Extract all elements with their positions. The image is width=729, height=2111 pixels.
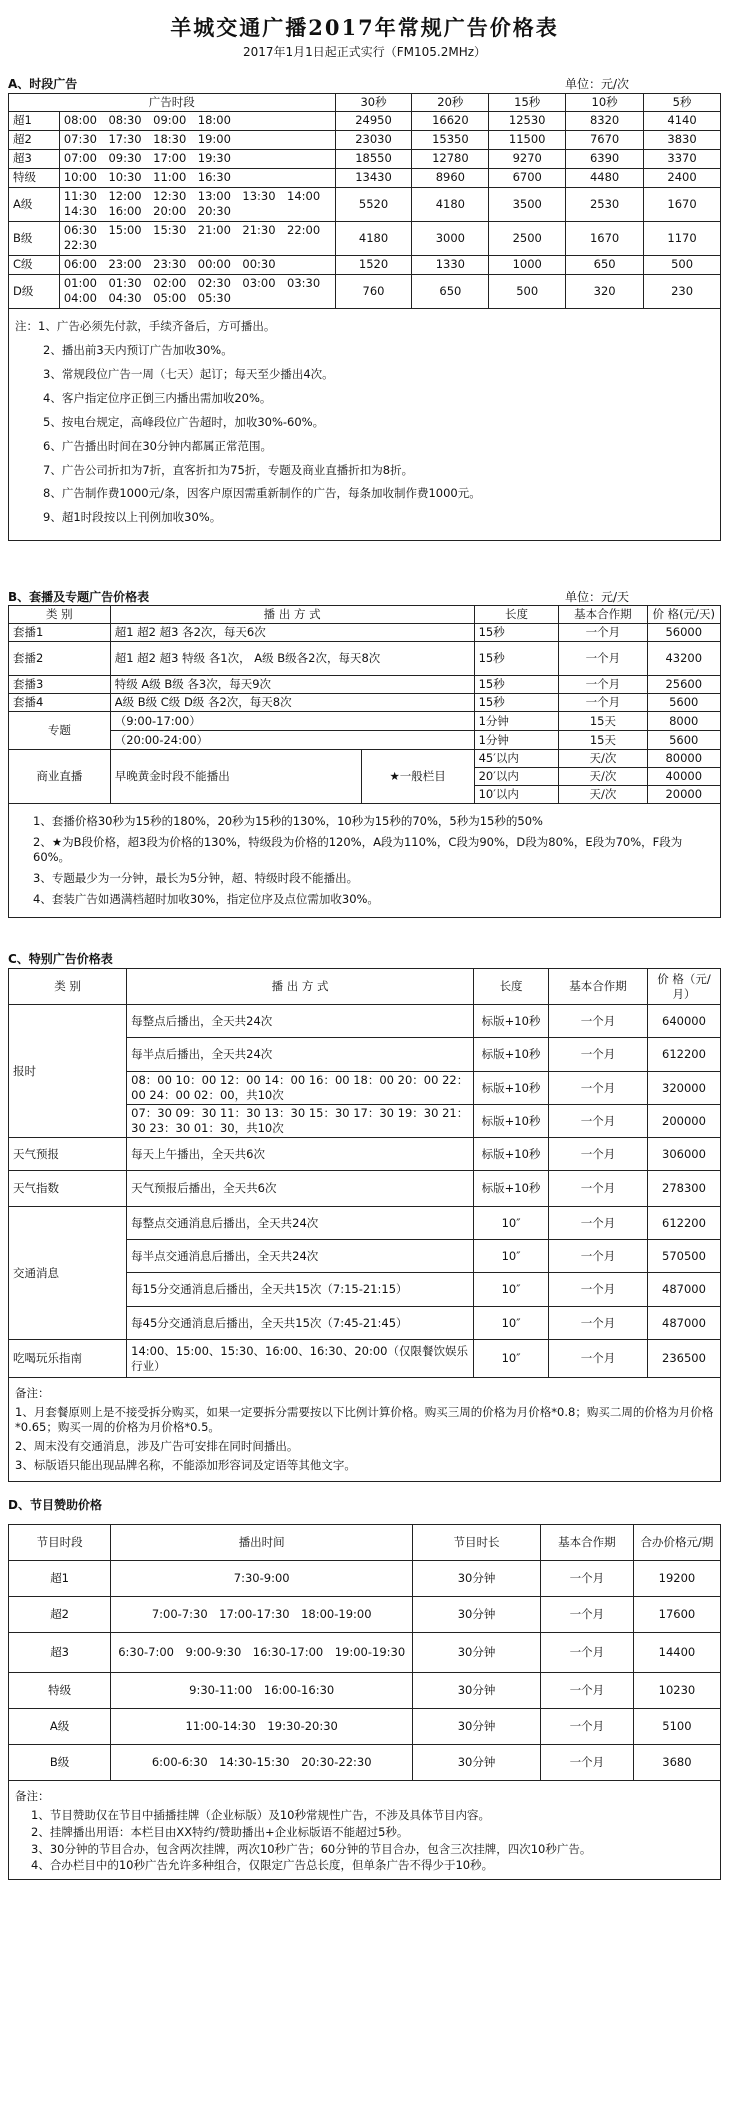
price-cell: 5100 <box>633 1708 720 1744</box>
category-cell: 套播4 <box>9 694 111 712</box>
section-d-table <box>8 1524 721 1781</box>
length-cell: 10″ <box>473 1207 548 1240</box>
time-cell: 9:30-11:00 16:00-16:30 <box>111 1672 413 1708</box>
price-cell: 80000 <box>647 750 721 768</box>
times-cell: 06:30 15:00 15:30 21:00 21:30 22:00 22:30 <box>59 221 335 255</box>
length-cell: 标版+10秒 <box>473 1171 548 1207</box>
price-cell: 1330 <box>412 255 489 274</box>
mode-cell: 超1 超2 超3 特级 各1次， A级 B级各2次，每天8次 <box>110 642 474 676</box>
price-cell: 9270 <box>489 149 566 168</box>
note-line: 3、标版语只能出现品牌名称，不能添加形容词及定语等其他文字。 <box>15 1457 356 1472</box>
col-header: 长度 <box>474 606 559 624</box>
price-cell: 43200 <box>647 642 721 676</box>
category-cell: 报时 <box>9 1005 127 1138</box>
notes-label: 备注： <box>15 1386 50 1401</box>
col-header: 基本合作期 <box>540 1524 633 1560</box>
col-header: 30秒 <box>335 93 412 111</box>
col-header: 节目时长 <box>413 1524 541 1560</box>
note-line: 1、套播价格30秒为15秒的180%，20秒为15秒的130%，10秒为15秒的70%，5秒为15秒的50% <box>33 814 543 829</box>
period-cell: 一个月 <box>549 1240 648 1273</box>
period-cell: 一个月 <box>549 1307 648 1340</box>
mode-cell: 每整点交通消息后播出，全天共24次 <box>127 1207 474 1240</box>
section-a-header <box>8 75 721 93</box>
note-line: 4、套装广告如遇满档超时加收30%，指定位序及点位需加收30%。 <box>33 892 379 907</box>
grade-cell: A级 <box>9 187 60 221</box>
category-cell: 套播1 <box>9 624 111 642</box>
section-c-header-row <box>9 969 721 1005</box>
mode-cell: 14:00、15:00、15:30、16:00、16:30、20:00（仅限餐饮娱乐行业） <box>127 1340 474 1378</box>
category-cell: 套播2 <box>9 642 111 676</box>
col-header: 播 出 方 式 <box>110 606 474 624</box>
mode-cell: （9:00-17:00） <box>110 712 474 731</box>
table-row <box>9 1171 721 1207</box>
section-b-title: B、套播及专题广告价格表 <box>8 589 150 604</box>
length-cell: 标版+10秒 <box>473 1038 548 1072</box>
length-cell: 1分钟 <box>474 731 559 750</box>
price-cell: 15350 <box>412 130 489 149</box>
slot-cell: 特级 <box>9 1672 111 1708</box>
mode-cell: A级 B级 C级 D级 各2次，每天8次 <box>110 694 474 712</box>
table-row <box>9 676 721 694</box>
mode-cell: 08：00 10：00 12：00 14：00 16：00 18：00 20：00 22：00 24：00 02：00，共10次 <box>127 1072 474 1105</box>
price-cell: 6390 <box>566 149 644 168</box>
table-row <box>9 712 721 731</box>
table-row <box>9 1207 721 1240</box>
times-cell: 06:00 23:00 23:30 00:00 00:30 <box>59 255 335 274</box>
price-cell: 4140 <box>644 111 721 130</box>
period-cell: 一个月 <box>559 642 647 676</box>
period-cell: 一个月 <box>549 1072 648 1105</box>
note-line: 3、常规段位广告一周（七天）起订；每天至少播出4次。 <box>43 366 334 381</box>
times-cell: 07:30 17:30 18:30 19:00 <box>59 130 335 149</box>
mode-cell: 每15分交通消息后播出，全天共15次（7:15-21:15） <box>127 1273 474 1307</box>
col-header: 基本合作期 <box>549 969 648 1005</box>
price-cell: 10230 <box>633 1672 720 1708</box>
section-b-unit: 单位：元/天 <box>564 589 629 604</box>
col-header: 节目时段 <box>9 1524 111 1560</box>
price-cell: 8320 <box>566 111 644 130</box>
grade-cell: C级 <box>9 255 60 274</box>
price-cell: 3370 <box>644 149 721 168</box>
section-d-notes <box>8 1781 721 1881</box>
times-cell: 08:00 08:30 09:00 18:00 <box>59 111 335 130</box>
length-cell: 标版+10秒 <box>473 1105 548 1138</box>
price-cell: 12780 <box>412 149 489 168</box>
table-row <box>9 1672 721 1708</box>
table-row <box>9 149 721 168</box>
notes-label: 注： <box>15 318 38 333</box>
length-cell: 15秒 <box>474 624 559 642</box>
length-cell: 20′以内 <box>474 768 559 786</box>
section-a-title: A、时段广告 <box>8 77 78 92</box>
price-cell: 1520 <box>335 255 412 274</box>
mode-cell: 07：30 09：30 11：30 13：30 15：30 17：30 19：30 21：30 23：30 01：30，共10次 <box>127 1105 474 1138</box>
length-cell: 15秒 <box>474 642 559 676</box>
period-cell: 一个月 <box>540 1744 633 1780</box>
mode-cell: 每整点后播出，全天共24次 <box>127 1005 474 1038</box>
section-d-header-row <box>9 1524 721 1560</box>
time-cell: 11:00-14:30 19:30-20:30 <box>111 1708 413 1744</box>
period-cell: 一个月 <box>549 1105 648 1138</box>
price-cell: 20000 <box>647 786 721 804</box>
table-row <box>9 1340 721 1378</box>
period-cell: 一个月 <box>549 1005 648 1038</box>
period-cell: 一个月 <box>549 1340 648 1378</box>
col-header: 价 格（元/月） <box>647 969 720 1005</box>
col-header: 合办价格元/期 <box>633 1524 720 1560</box>
duration-cell: 30分钟 <box>413 1672 541 1708</box>
time-cell: 6:00-6:30 14:30-15:30 20:30-22:30 <box>111 1744 413 1780</box>
section-d-title: D、节目赞助价格 <box>8 1498 102 1513</box>
duration-cell: 30分钟 <box>413 1744 541 1780</box>
price-cell: 6700 <box>489 168 566 187</box>
price-cell: 5600 <box>647 731 721 750</box>
length-cell: 标版+10秒 <box>473 1138 548 1171</box>
category-cell: 吃喝玩乐指南 <box>9 1340 127 1378</box>
table-row <box>9 1560 721 1596</box>
grade-cell: 超3 <box>9 149 60 168</box>
section-c-notes <box>8 1378 721 1482</box>
grade-cell: 特级 <box>9 168 60 187</box>
period-cell: 天/次 <box>559 786 647 804</box>
table-row <box>9 111 721 130</box>
period-cell: 一个月 <box>540 1708 633 1744</box>
price-cell: 306000 <box>647 1138 720 1171</box>
period-cell: 天/次 <box>559 750 647 768</box>
price-cell: 200000 <box>647 1105 720 1138</box>
subtype-cell: ★一般栏目 <box>361 750 474 804</box>
length-cell: 15秒 <box>474 676 559 694</box>
price-cell: 487000 <box>647 1273 720 1307</box>
period-cell: 一个月 <box>549 1171 648 1207</box>
table-row <box>9 1596 721 1632</box>
section-a-notes <box>8 309 721 541</box>
time-cell: 7:30-9:00 <box>111 1560 413 1596</box>
note-line: 2、★为B段价格，超3段为价格的130%，特级段为价格的120%，A段为110%，C段为90%，D段为80%，E段为70%，F段为60%。 <box>33 835 683 865</box>
table-row <box>9 731 721 750</box>
col-header: 长度 <box>473 969 548 1005</box>
mode-cell: 每天上午播出，全天共6次 <box>127 1138 474 1171</box>
table-row <box>9 130 721 149</box>
section-a-table <box>8 93 721 309</box>
section-b-header <box>8 587 721 605</box>
length-cell: 标版+10秒 <box>473 1005 548 1038</box>
category-cell: 商业直播 <box>9 750 111 804</box>
length-cell: 15秒 <box>474 694 559 712</box>
col-header: 类 别 <box>9 969 127 1005</box>
price-cell: 2400 <box>644 168 721 187</box>
price-cell: 2530 <box>566 187 644 221</box>
mode-cell: 超1 超2 超3 各2次，每天6次 <box>110 624 474 642</box>
price-cell: 24950 <box>335 111 412 130</box>
length-cell: 10″ <box>473 1307 548 1340</box>
table-row <box>9 1632 721 1672</box>
note-line: 2、周末没有交通消息，涉及广告可安排在同时间播出。 <box>15 1438 299 1453</box>
price-cell: 4480 <box>566 168 644 187</box>
table-row <box>9 221 721 255</box>
period-cell: 一个月 <box>540 1596 633 1632</box>
grade-cell: D级 <box>9 274 60 308</box>
note-line: 6、广告播出时间在30分钟内都属正常范围。 <box>43 438 272 453</box>
price-cell: 487000 <box>647 1307 720 1340</box>
mode-cell: 早晚黄金时段不能播出 <box>110 750 361 804</box>
period-cell: 一个月 <box>549 1038 648 1072</box>
col-header: 播出时间 <box>111 1524 413 1560</box>
col-header: 20秒 <box>412 93 489 111</box>
price-cell: 612200 <box>647 1207 720 1240</box>
note-line: 4、合办栏目中的10秒广告允许多种组合，仅限定广告总长度，但单条广告不得少于10秒。 <box>31 1858 494 1873</box>
length-cell: 10″ <box>473 1273 548 1307</box>
grade-cell: 超1 <box>9 111 60 130</box>
price-cell: 5520 <box>335 187 412 221</box>
section-b-header-row <box>9 606 721 624</box>
price-cell: 3500 <box>489 187 566 221</box>
price-cell: 278300 <box>647 1171 720 1207</box>
section-b-table <box>8 605 721 804</box>
section-c-table <box>8 968 721 1378</box>
price-cell: 18550 <box>335 149 412 168</box>
slot-cell: 超2 <box>9 1596 111 1632</box>
mode-cell: （20:00-24:00） <box>110 731 474 750</box>
price-cell: 8000 <box>647 712 721 731</box>
price-cell: 640000 <box>647 1005 720 1038</box>
mode-cell: 特级 A级 B级 各3次，每天9次 <box>110 676 474 694</box>
mode-cell: 每半点交通消息后播出，全天共24次 <box>127 1240 474 1273</box>
price-cell: 2500 <box>489 221 566 255</box>
times-cell: 07:00 09:30 17:00 19:30 <box>59 149 335 168</box>
note-line: 4、客户指定位序正倒三内播出需加收20%。 <box>43 390 272 405</box>
mode-cell: 每半点后播出，全天共24次 <box>127 1038 474 1072</box>
col-header: 15秒 <box>489 93 566 111</box>
period-cell: 天/次 <box>559 768 647 786</box>
category-cell: 天气指数 <box>9 1171 127 1207</box>
price-cell: 570500 <box>647 1240 720 1273</box>
col-header: 10秒 <box>566 93 644 111</box>
times-cell: 10:00 10:30 11:00 16:30 <box>59 168 335 187</box>
duration-cell: 30分钟 <box>413 1596 541 1632</box>
price-cell: 17600 <box>633 1596 720 1632</box>
period-cell: 一个月 <box>540 1672 633 1708</box>
category-cell: 天气预报 <box>9 1138 127 1171</box>
table-row <box>9 642 721 676</box>
note-line: 5、按电台规定，高峰段位广告超时，加收30%-60%。 <box>43 414 325 429</box>
table-row <box>9 1138 721 1171</box>
price-cell: 320 <box>566 274 644 308</box>
slot-cell: B级 <box>9 1744 111 1780</box>
price-cell: 760 <box>335 274 412 308</box>
price-cell: 500 <box>644 255 721 274</box>
table-row <box>9 750 721 768</box>
length-cell: 1分钟 <box>474 712 559 731</box>
price-cell: 230 <box>644 274 721 308</box>
period-cell: 15天 <box>559 731 647 750</box>
mode-cell: 天气预报后播出，全天共6次 <box>127 1171 474 1207</box>
col-header: 价 格(元/天) <box>647 606 721 624</box>
price-cell: 14400 <box>633 1632 720 1672</box>
period-cell: 一个月 <box>559 624 647 642</box>
note-text: 1、广告必须先付款，手续齐备后，方可播出。 <box>38 318 276 333</box>
grade-cell: 超2 <box>9 130 60 149</box>
grade-cell: B级 <box>9 221 60 255</box>
slot-cell: A级 <box>9 1708 111 1744</box>
section-b-notes <box>8 804 721 918</box>
note-line: 1、节目赞助仅在节目中插播挂牌（企业标版）及10秒常规性广告，不涉及具体节目内容。 <box>31 1807 490 1822</box>
table-row <box>9 168 721 187</box>
price-cell: 12530 <box>489 111 566 130</box>
note-line: 3、专题最少为一分钟，最长为5分钟，超、特级时段不能播出。 <box>33 871 359 886</box>
price-cell: 1000 <box>489 255 566 274</box>
length-cell: 10″ <box>473 1340 548 1378</box>
category-cell: 套播3 <box>9 676 111 694</box>
price-cell: 1670 <box>566 221 644 255</box>
section-c-title: C、特别广告价格表 <box>8 952 113 967</box>
price-cell: 16620 <box>412 111 489 130</box>
note-line: 1、月套餐原则上是不接受拆分购买，如果一定要拆分需要按以下比例计算价格。购买三周的价格为月价格*0.8；购买二周的价格为月价格*0.65；购买一周的价格为月价格*0.5。 <box>15 1404 714 1434</box>
section-c-header <box>8 950 721 968</box>
period-cell: 一个月 <box>559 694 647 712</box>
time-cell: 7:00-7:30 17:00-17:30 18:00-19:00 <box>111 1596 413 1632</box>
price-cell: 612200 <box>647 1038 720 1072</box>
price-cell: 320000 <box>647 1072 720 1105</box>
price-cell: 40000 <box>647 768 721 786</box>
table-row <box>9 624 721 642</box>
price-cell: 3830 <box>644 130 721 149</box>
slot-cell: 超3 <box>9 1632 111 1672</box>
document-title: 羊城交通广播2017年常规广告价格表 <box>170 15 559 40</box>
price-cell: 13430 <box>335 168 412 187</box>
price-cell: 1670 <box>644 187 721 221</box>
period-cell: 一个月 <box>540 1560 633 1596</box>
price-cell: 4180 <box>335 221 412 255</box>
period-cell: 一个月 <box>549 1207 648 1240</box>
price-cell: 25600 <box>647 676 721 694</box>
table-row <box>9 1744 721 1780</box>
price-cell: 236500 <box>647 1340 720 1378</box>
times-cell: 11:30 12:00 12:30 13:00 13:30 14:00 14:30 16:00 20:00 20:30 <box>59 187 335 221</box>
note-line: 9、超1时段按以上刊例加收30%。 <box>43 510 222 525</box>
col-header: 类 别 <box>9 606 111 624</box>
price-cell: 23030 <box>335 130 412 149</box>
time-cell: 6:30-7:00 9:00-9:30 16:30-17:00 19:00-19:30 <box>111 1632 413 1672</box>
period-cell: 一个月 <box>559 676 647 694</box>
length-cell: 10′以内 <box>474 786 559 804</box>
note-line: 7、广告公司折扣为7折，直客折扣为75折，专题及商业直播折扣为8折。 <box>43 462 414 477</box>
table-row <box>9 187 721 221</box>
price-cell: 5600 <box>647 694 721 712</box>
note-line: 2、挂牌播出用语：本栏目由XX特约/赞助播出+企业标版语不能超过5秒。 <box>31 1824 409 1839</box>
duration-cell: 30分钟 <box>413 1560 541 1596</box>
note-line: 8、广告制作费1000元/条，因客户原因需重新制作的广告，每条加收制作费1000元。 <box>43 486 481 501</box>
note-line: 2、播出前3天内预订广告加收30%。 <box>43 342 233 357</box>
period-cell: 一个月 <box>549 1273 648 1307</box>
col-header: 播 出 方 式 <box>127 969 474 1005</box>
price-cell: 19200 <box>633 1560 720 1596</box>
col-header: 广告时段 <box>9 93 336 111</box>
note-line <box>15 319 714 334</box>
duration-cell: 30分钟 <box>413 1632 541 1672</box>
notes-label: 备注： <box>15 1788 50 1803</box>
price-cell: 650 <box>412 274 489 308</box>
table-row <box>9 1708 721 1744</box>
price-cell: 650 <box>566 255 644 274</box>
table-row <box>9 274 721 308</box>
price-cell: 1170 <box>644 221 721 255</box>
category-cell: 交通消息 <box>9 1207 127 1340</box>
note-line: 3、30分钟的节目合办，包含两次挂牌，两次10秒广告；60分钟的节目合办，包含三次挂牌，四次10秒广告。 <box>31 1841 592 1856</box>
price-cell: 3000 <box>412 221 489 255</box>
price-cell: 56000 <box>647 624 721 642</box>
price-cell: 8960 <box>412 168 489 187</box>
price-cell: 500 <box>489 274 566 308</box>
category-cell: 专题 <box>9 712 111 750</box>
period-cell: 一个月 <box>549 1138 648 1171</box>
table-row <box>9 1005 721 1038</box>
mode-cell: 每45分交通消息后播出，全天共15次（7:45-21:45） <box>127 1307 474 1340</box>
times-cell: 01:00 01:30 02:00 02:30 03:00 03:30 04:00 04:30 05:00 05:30 <box>59 274 335 308</box>
price-cell: 7670 <box>566 130 644 149</box>
slot-cell: 超1 <box>9 1560 111 1596</box>
col-header: 基本合作期 <box>559 606 647 624</box>
col-header: 5秒 <box>644 93 721 111</box>
length-cell: 标版+10秒 <box>473 1072 548 1105</box>
price-cell: 11500 <box>489 130 566 149</box>
table-row <box>9 255 721 274</box>
price-cell: 3680 <box>633 1744 720 1780</box>
document-subtitle: 2017年1月1日起正式实行（FM105.2MHz） <box>242 45 487 60</box>
period-cell: 15天 <box>559 712 647 731</box>
period-cell: 一个月 <box>540 1632 633 1672</box>
length-cell: 10″ <box>473 1240 548 1273</box>
section-d-header <box>8 1496 721 1514</box>
length-cell: 45′以内 <box>474 750 559 768</box>
price-cell: 4180 <box>412 187 489 221</box>
table-row <box>9 694 721 712</box>
section-a-unit: 单位：元/次 <box>564 77 629 92</box>
section-a-header-row <box>9 93 721 111</box>
duration-cell: 30分钟 <box>413 1708 541 1744</box>
